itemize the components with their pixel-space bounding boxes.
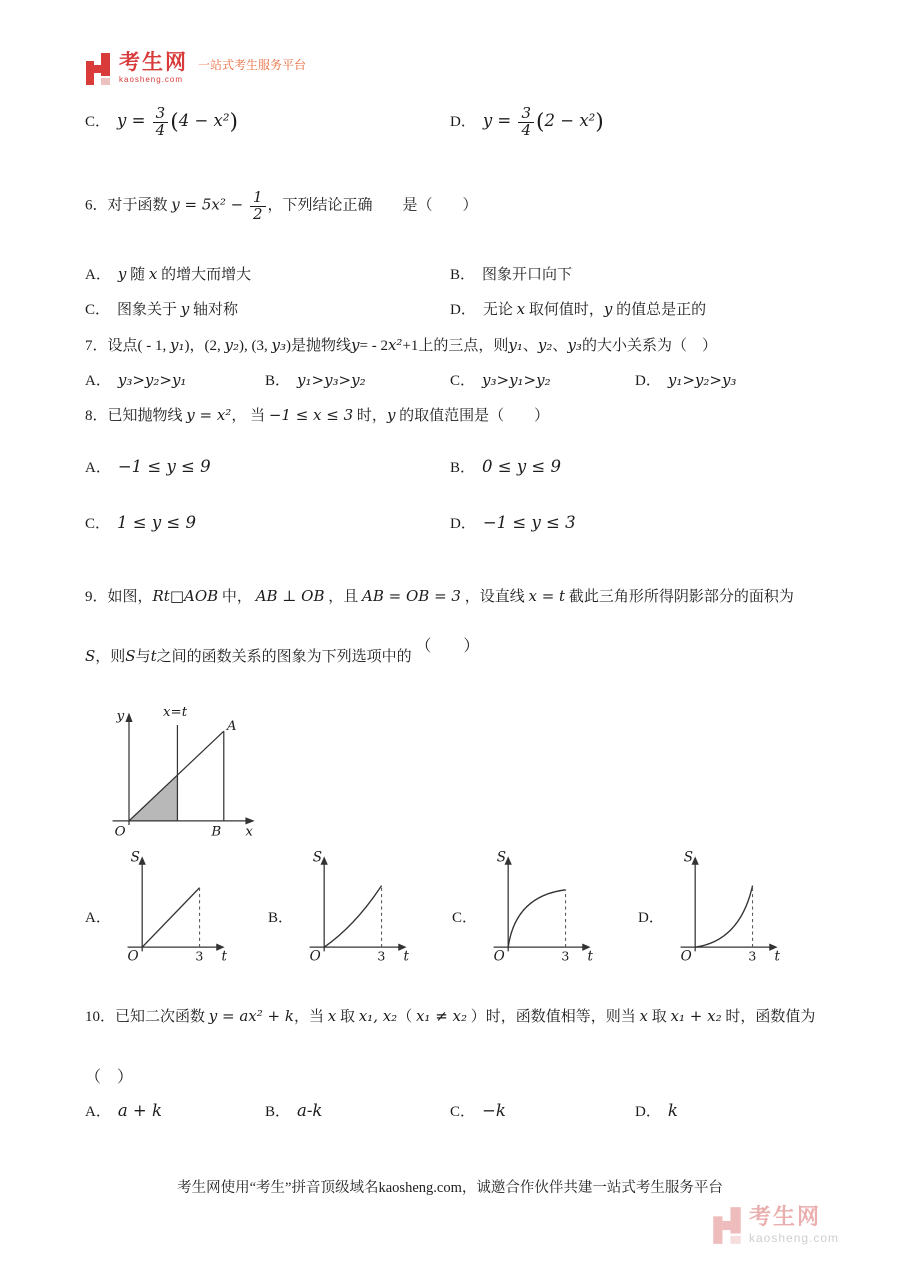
option-d-label: D． xyxy=(450,113,476,130)
graph-a-t-label: t xyxy=(221,948,227,965)
q7-option-a xyxy=(85,369,265,390)
q7-option-d xyxy=(635,369,845,390)
graph-d-concave-up xyxy=(667,848,787,966)
q7-option-d-text: y₁>y₂>y₃ xyxy=(667,371,737,389)
q8-option-b xyxy=(450,456,825,477)
option-d-formula: y = $\frac{3}{4}$ (2 − x²) xyxy=(482,104,604,139)
graph-b-o-label: O xyxy=(309,948,321,965)
question-6-options-row2 xyxy=(85,298,825,319)
q8-option-c-label: C． xyxy=(85,516,111,532)
graph-c-3-label: 3 xyxy=(561,948,570,964)
question-7-options xyxy=(85,369,845,390)
q10-option-d-text: k xyxy=(667,1101,678,1120)
graph-d-o-label: O xyxy=(680,948,692,965)
q9-answer-blank: （ ） xyxy=(415,638,480,655)
option-c-label: C． xyxy=(85,113,111,130)
question-10-stem: 10．已知二次函数 y = ax² + k，当 x 取 x₁, x₂（ x₁ ≠ x₂ ）时，函数值相等，则当 x 取 x₁ + x₂ 时，函数值为 xyxy=(85,1007,816,1025)
question-7-stem: 7．设点( - 1, y₁)，(2, y₂), (3, y₃)是抛物线y= - 2x²+1上的三点，则y₁、y₂、y₃的大小关系为（ ） xyxy=(85,336,717,354)
label-origin-o: O xyxy=(114,824,126,840)
brand-tagline: 一站式考生服务平台 xyxy=(198,58,307,72)
q7-option-b xyxy=(265,369,450,390)
graph-c-o-label: O xyxy=(493,948,505,965)
kaosheng-watermark-icon xyxy=(712,1206,742,1245)
graph-a-o-label: O xyxy=(127,948,139,965)
graph-c-label: C． xyxy=(452,910,478,926)
brand-name: 考生网 xyxy=(119,51,188,74)
header-logo xyxy=(85,52,306,86)
q10-option-d-label: D． xyxy=(635,1104,661,1120)
label-x-equals-t: x=t xyxy=(163,704,188,720)
q8-option-d-text: −1 ≤ y ≤ 3 xyxy=(482,513,576,532)
q6-option-a xyxy=(85,263,450,284)
q10-option-a xyxy=(85,1100,265,1121)
q10-option-b-text: a-k xyxy=(297,1101,323,1120)
q10-option-c-text: −k xyxy=(482,1101,506,1120)
graph-a-3-label: 3 xyxy=(195,948,204,964)
question5-options-cd xyxy=(85,106,825,139)
graph-a-linear xyxy=(114,848,234,966)
graph-c-t-label: t xyxy=(587,948,593,965)
q10-option-b-label: B． xyxy=(265,1104,291,1120)
q10-option-b xyxy=(265,1100,450,1121)
q7-option-a-text: y₃>y₂>y₁ xyxy=(117,371,187,389)
q6-option-d xyxy=(450,298,825,319)
logo-text xyxy=(119,52,188,84)
q10-option-c-label: C． xyxy=(450,1104,476,1120)
q8-option-c xyxy=(85,512,450,533)
graph-c-s-label: S xyxy=(496,849,506,866)
graph-b-3-label: 3 xyxy=(377,948,386,964)
q6-option-c-label: C． xyxy=(85,302,111,318)
question-9-stem-line2 xyxy=(85,638,845,670)
watermark-brand: 考生网 xyxy=(749,1204,822,1229)
q6-option-a-text: y 随 x 的增大而增大 xyxy=(117,265,252,283)
q9-answer-graphs xyxy=(85,848,855,966)
graph-a-s-label: S xyxy=(130,849,140,866)
q10-option-c xyxy=(450,1100,635,1121)
q8-option-c-text: 1 ≤ y ≤ 9 xyxy=(117,513,196,532)
question-9-stem-line1: 9．如图，Rt□AOB 中， AB ⊥ OB ，且 AB = OB = 3 ，设直线 x = t 截此三角形所得阴影部分的面积为 xyxy=(85,587,794,605)
graph-d-t-label: t xyxy=(774,948,780,965)
q7-option-b-label: B． xyxy=(265,373,291,389)
graph-b-s-label: S xyxy=(312,849,322,866)
q8-option-a-text: −1 ≤ y ≤ 9 xyxy=(117,457,211,476)
q10-option-a-text: a + k xyxy=(117,1101,162,1120)
question-8-options-row2 xyxy=(85,512,825,533)
option-d xyxy=(450,106,825,139)
question-8-options-row1 xyxy=(85,456,825,477)
graph-d-s-label: S xyxy=(683,849,693,866)
graph-option-b xyxy=(268,848,452,966)
q10-answer-blank: （ ） xyxy=(85,1069,134,1086)
q7-option-c xyxy=(450,369,635,390)
q6-option-d-label: D． xyxy=(450,302,476,318)
graph-b-label: B． xyxy=(268,910,294,926)
question-10-options xyxy=(85,1100,845,1121)
q7-option-c-label: C． xyxy=(450,373,476,389)
q6-option-d-text: 无论 x 取何值时，y 的值总是正的 xyxy=(482,300,707,318)
q8-option-b-text: 0 ≤ y ≤ 9 xyxy=(482,457,561,476)
label-y-axis: y xyxy=(116,708,125,724)
brand-domain: kaosheng.com xyxy=(119,75,184,84)
q7-option-b-text: y₁>y₃>y₂ xyxy=(297,371,366,389)
q6-option-c-text: 图象关于 y 轴对称 xyxy=(117,300,239,318)
footer-text: 考生网使用“考生”拼音顶级域名kaosheng.com，诚邀合作伙伴共建一站式考生服务平台 xyxy=(177,1180,723,1196)
graph-option-c xyxy=(452,848,638,966)
graph-d-label: D． xyxy=(638,910,664,926)
q6-option-b-label: B． xyxy=(450,267,476,283)
q6-option-c xyxy=(85,298,450,319)
option-c xyxy=(85,106,450,139)
kaosheng-logo-icon xyxy=(85,52,111,86)
page-footer xyxy=(0,1176,900,1197)
watermark xyxy=(712,1206,839,1245)
label-point-b: B xyxy=(211,824,222,840)
q9-stem2-text: S，则S与t之间的函数关系的图象为下列选项中的 xyxy=(85,647,412,665)
graph-option-d xyxy=(638,848,855,966)
q8-option-b-label: B． xyxy=(450,460,476,476)
q7-option-d-label: D． xyxy=(635,373,661,389)
q8-option-a-label: A． xyxy=(85,460,111,476)
q6-option-b-text: 图象开口向下 xyxy=(482,267,573,283)
q9-triangle-figure xyxy=(95,702,265,852)
question-8-stem: 8．已知抛物线 y = x²， 当 −1 ≤ x ≤ 3 时，y 的取值范围是（ ） xyxy=(85,406,550,424)
question-6-stem: 6．对于函数 y = 5x² − $\frac{1}{2}$ ，下列结论正确 是（ ） xyxy=(85,188,478,223)
graph-c-concave-down xyxy=(480,848,600,966)
question-6-options-row1 xyxy=(85,263,825,284)
graph-d-3-label: 3 xyxy=(748,948,757,964)
label-x-axis: x xyxy=(245,824,253,840)
graph-option-a xyxy=(85,848,268,966)
graph-b-slight-concave-up xyxy=(296,848,416,966)
q8-option-d xyxy=(450,512,825,533)
q6-option-a-label: A． xyxy=(85,267,111,283)
q10-option-d xyxy=(635,1100,845,1121)
q7-option-a-label: A． xyxy=(85,373,111,389)
graph-a-label: A． xyxy=(85,910,111,926)
label-point-a: A xyxy=(226,719,237,735)
graph-b-t-label: t xyxy=(403,948,409,965)
q7-option-c-text: y₃>y₁>y₂ xyxy=(482,371,551,389)
q8-option-a xyxy=(85,456,450,477)
q6-option-b xyxy=(450,263,825,284)
triangle-diagram xyxy=(95,702,265,847)
q10-option-a-label: A． xyxy=(85,1104,111,1120)
option-c-formula: y = $\frac{3}{4}$ (4 − x²) xyxy=(117,104,238,139)
q8-option-d-label: D． xyxy=(450,516,476,532)
watermark-domain: kaosheng.com xyxy=(749,1231,840,1245)
